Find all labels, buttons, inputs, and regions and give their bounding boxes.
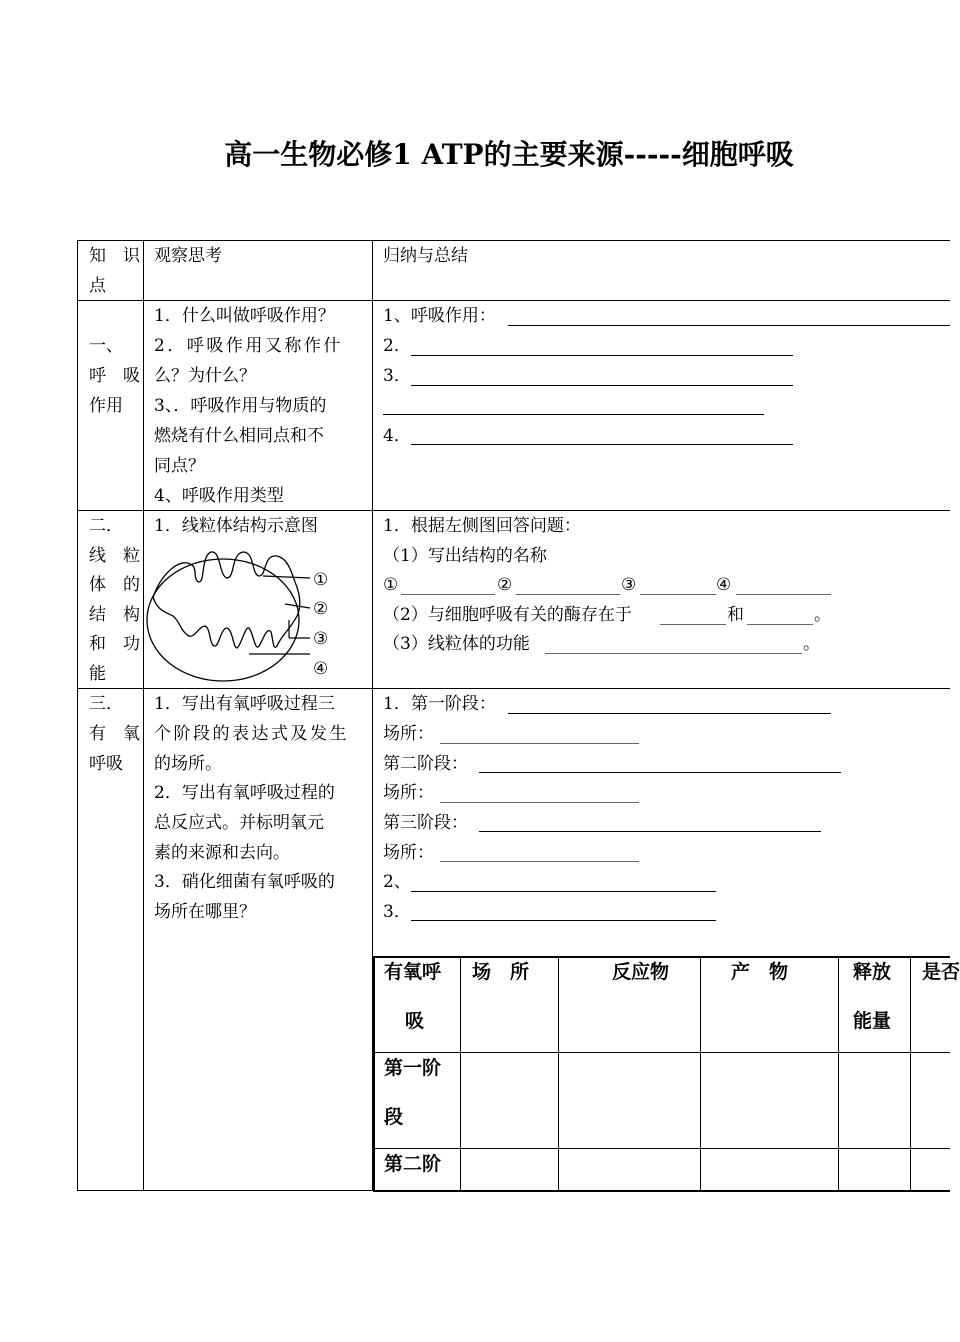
header-observe-think: 观察思考: [154, 246, 222, 266]
answer-blank[interactable]: [383, 414, 764, 415]
answer-blank[interactable]: [411, 444, 793, 445]
answer-blank[interactable]: [660, 624, 726, 625]
answer-blank[interactable]: [479, 831, 821, 832]
answer-blank[interactable]: [411, 355, 793, 356]
answer-blank[interactable]: [440, 802, 639, 803]
diagram-label-3: ③: [313, 629, 329, 649]
th-energy-1: 释放: [853, 961, 892, 983]
th-energy-2: 能量: [853, 1010, 892, 1032]
label-line-1: [263, 576, 310, 578]
answer-blank[interactable]: [736, 594, 831, 595]
header-knowledge-point-2: 点: [89, 276, 106, 296]
header-summary: 归纳与总结: [383, 246, 468, 266]
row-stage1-1: 第一阶: [384, 1057, 442, 1079]
inner-membrane: [153, 552, 300, 648]
answer-blank[interactable]: [440, 861, 639, 862]
answer-blank[interactable]: [508, 713, 831, 714]
outer-membrane: [147, 559, 299, 681]
th-whether-clip: [912, 956, 960, 1052]
answer-blank[interactable]: [411, 891, 716, 892]
diagram-label-4: ④: [313, 659, 329, 679]
th-whether: 是否: [922, 961, 960, 983]
th-reactants: 反应物: [612, 961, 670, 983]
answer-blank[interactable]: [640, 594, 716, 595]
answer-blank[interactable]: [516, 594, 620, 595]
answer-blank[interactable]: [508, 325, 950, 326]
page-title: 高一生物必修1 ATP的主要来源-----细胞呼吸: [224, 138, 794, 171]
diagram-label-1: ①: [313, 570, 329, 590]
row-stage2-1: 第二阶: [384, 1153, 442, 1175]
row-stage1-2: 段: [384, 1106, 404, 1128]
answer-blank[interactable]: [545, 653, 802, 654]
diagram-label-2: ②: [313, 599, 329, 619]
answer-blank[interactable]: [411, 385, 793, 386]
answer-blank[interactable]: [411, 920, 716, 921]
th-aerobic-2: 吸: [405, 1010, 425, 1032]
answer-blank[interactable]: [401, 594, 495, 595]
answer-blank[interactable]: [479, 772, 841, 773]
header-knowledge-point: 知 识: [89, 246, 140, 266]
mitochondrion-diagram: [145, 542, 371, 686]
answer-blank[interactable]: [440, 743, 639, 744]
section2-question: 1．线粒体结构示意图: [154, 516, 318, 536]
th-aerobic-1: 有氧呼: [384, 961, 442, 983]
th-products: 产 物: [731, 961, 789, 983]
answer-blank[interactable]: [747, 624, 813, 625]
th-location: 场 所: [472, 961, 530, 983]
